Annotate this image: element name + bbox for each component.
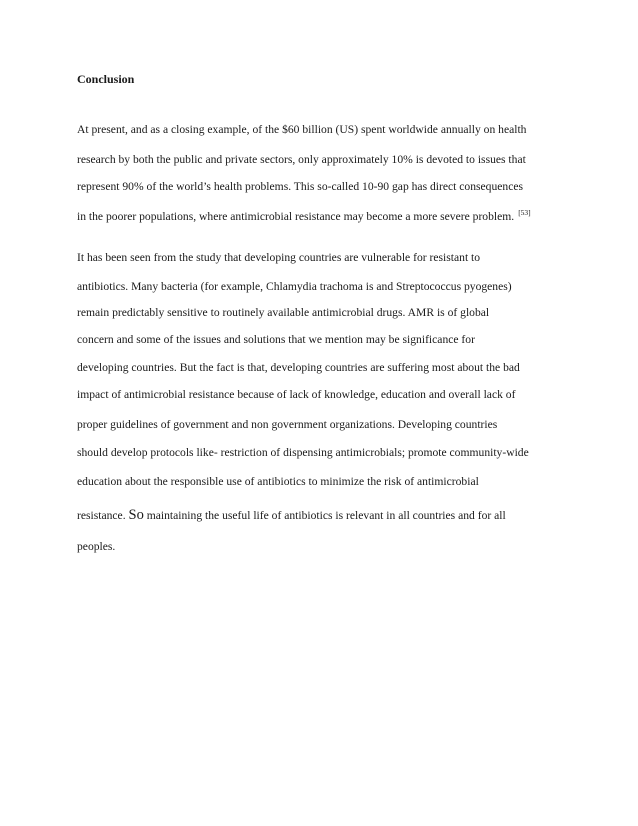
paragraph-line: should develop protocols like- restriction of dispensing antimicrobials; promote community-wide — [77, 446, 529, 459]
paragraph-line: At present, and as a closing example, of the $60 billion (US) spent worldwide annually on health — [77, 123, 527, 136]
line-text-start: resistance. — [77, 509, 129, 522]
paragraph-line: represent 90% of the world’s health problems. This so-called 10-90 gap has direct consequences — [77, 180, 524, 193]
paragraph-line: remain predictably sensitive to routinely available antimicrobial drugs. AMR is of global — [77, 306, 490, 319]
paragraph-line: It has been seen from the study that developing countries are vulnerable for resistant to — [77, 251, 481, 264]
paragraph-line — [77, 508, 506, 523]
paragraph-line-with-reference — [77, 206, 531, 224]
paragraph-line: developing countries. But the fact is that, developing countries are suffering most about the bad — [77, 361, 520, 374]
paragraph-line: education about the responsible use of antibiotics to minimize the risk of antimicrobial — [77, 475, 479, 488]
paragraph-line-text: in the poorer populations, where antimicrobial resistance may become a more severe problem. — [77, 210, 515, 223]
paragraph-line: peoples. — [77, 540, 116, 553]
paragraph-line: concern and some of the issues and solutions that we mention may be significance for — [77, 333, 475, 346]
line-text-rest: maintaining the useful life of antibiotics is relevant in all countries and for all — [143, 509, 506, 522]
paragraph-line: impact of antimicrobial resistance because of lack of knowledge, education and overall lack of — [77, 388, 516, 401]
paragraph-line: research by both the public and private sectors, only approximately 10% is devoted to issues that — [77, 153, 526, 166]
line-text-so: So — [128, 507, 144, 523]
citation-reference: [53] — [518, 208, 531, 217]
paragraph-line: proper guidelines of government and non government organizations. Developing countries — [77, 418, 498, 431]
paragraph-line: antibiotics. Many bacteria (for example, Chlamydia trachoma is and Streptococcus pyogenes) — [77, 280, 512, 293]
section-heading: Conclusion — [77, 72, 135, 86]
